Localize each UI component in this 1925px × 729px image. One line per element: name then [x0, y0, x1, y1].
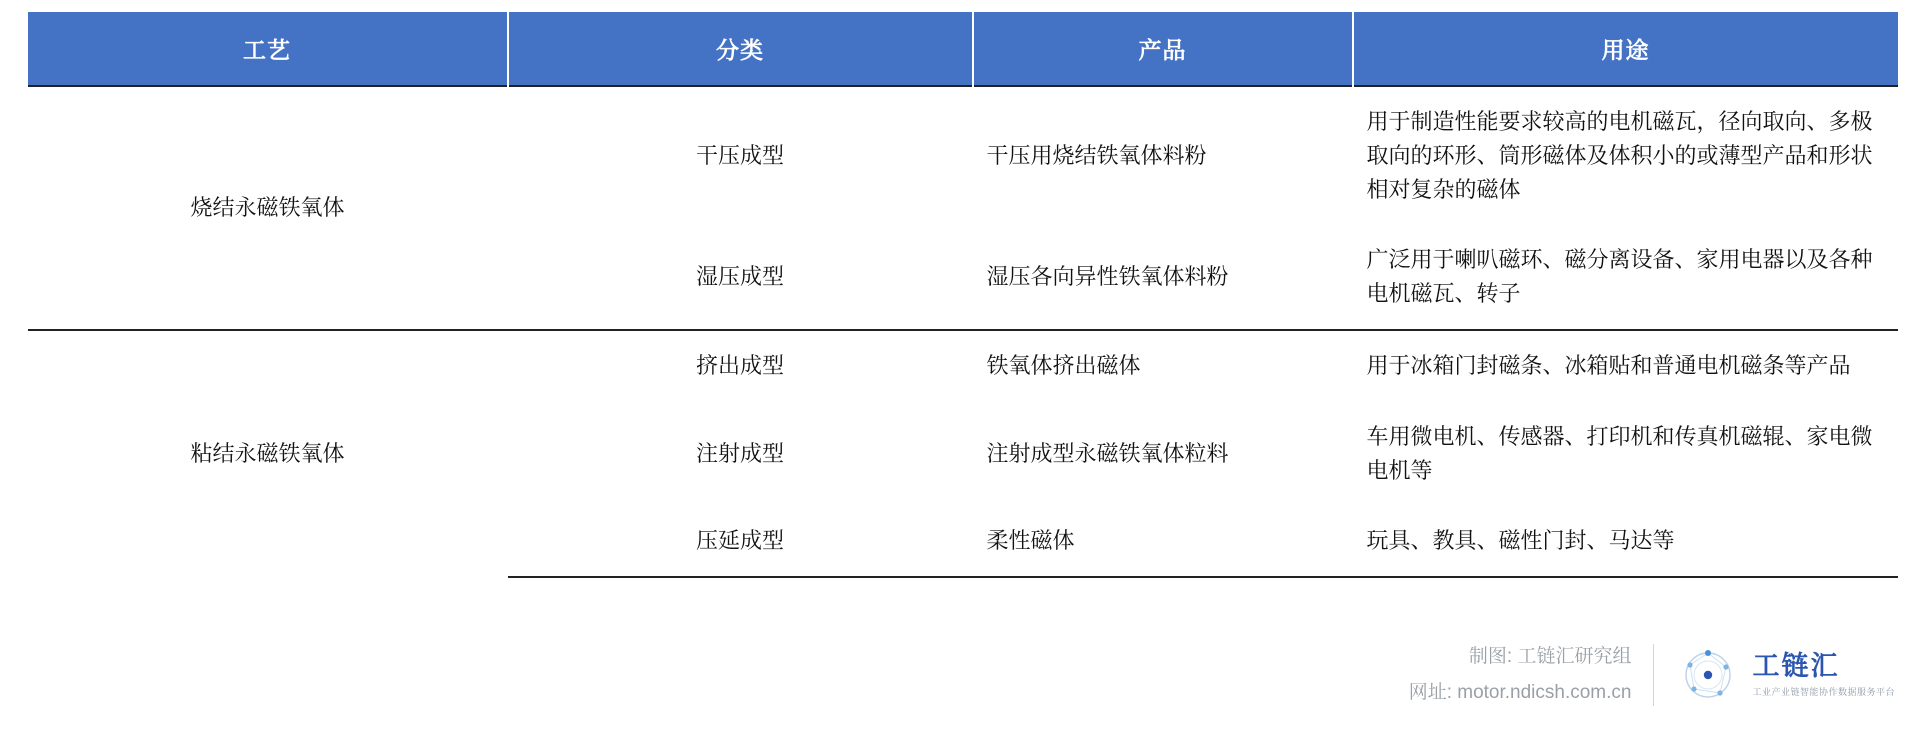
column-header-usage: 用途: [1353, 12, 1898, 86]
table-header-row: [28, 12, 1898, 86]
footer-website: 网址: motor.ndicsh.com.cn: [1408, 681, 1632, 703]
logo-subtitle: 工业产业链智能协作数据服务平台: [1752, 687, 1895, 698]
logo-title: 工链汇: [1752, 651, 1840, 682]
product-cell: 干压用烧结铁氧体料粉: [973, 86, 1353, 225]
usage-cell: 广泛用于喇叭磁环、磁分离设备、家用电器以及各种电机磁瓦、转子: [1353, 225, 1898, 330]
category-cell: 干压成型: [508, 86, 973, 225]
product-cell: 注射成型永磁铁氧体粒料: [973, 402, 1353, 506]
footer: [1409, 639, 1895, 711]
product-cell: 铁氧体挤出磁体: [973, 330, 1353, 401]
category-cell: 压延成型: [508, 506, 973, 577]
usage-cell: 车用微电机、传感器、打印机和传真机磁辊、家电微电机等: [1353, 402, 1898, 506]
table-body: [28, 86, 1898, 577]
product-cell: 湿压各向异性铁氧体料粉: [973, 225, 1353, 330]
process-cell: 烧结永磁铁氧体: [28, 86, 508, 330]
column-header-process: 工艺: [28, 12, 508, 86]
category-cell: 注射成型: [508, 402, 973, 506]
footer-divider: [1653, 644, 1654, 706]
usage-cell: 用于制造性能要求较高的电机磁瓦，径向取向、多极取向的环形、筒形磁体及体积小的或薄型产品和形状相对复杂的磁体: [1353, 86, 1898, 225]
table-row: [28, 330, 1898, 401]
column-header-category: 分类: [508, 12, 973, 86]
column-header-product: 产品: [973, 12, 1353, 86]
process-classification-table: [28, 12, 1898, 578]
footer-credit: 制图: 工链汇研究组: [1468, 645, 1632, 667]
usage-cell: 用于冰箱门封磁条、冰箱贴和普通电机磁条等产品: [1353, 330, 1898, 401]
category-cell: 挤出成型: [508, 330, 973, 401]
footer-text-block: [1409, 639, 1654, 711]
usage-cell: 玩具、教具、磁性门封、马达等: [1353, 506, 1898, 577]
product-cell: 柔性磁体: [973, 506, 1353, 577]
logo-text-block: [1752, 651, 1895, 698]
category-cell: 湿压成型: [508, 225, 973, 330]
table-row: [28, 86, 1898, 225]
process-cell: 粘结永磁铁氧体: [28, 330, 508, 576]
table-header: [28, 12, 1898, 86]
brand-logo: [1678, 645, 1895, 705]
network-nodes-icon: [1678, 645, 1738, 705]
